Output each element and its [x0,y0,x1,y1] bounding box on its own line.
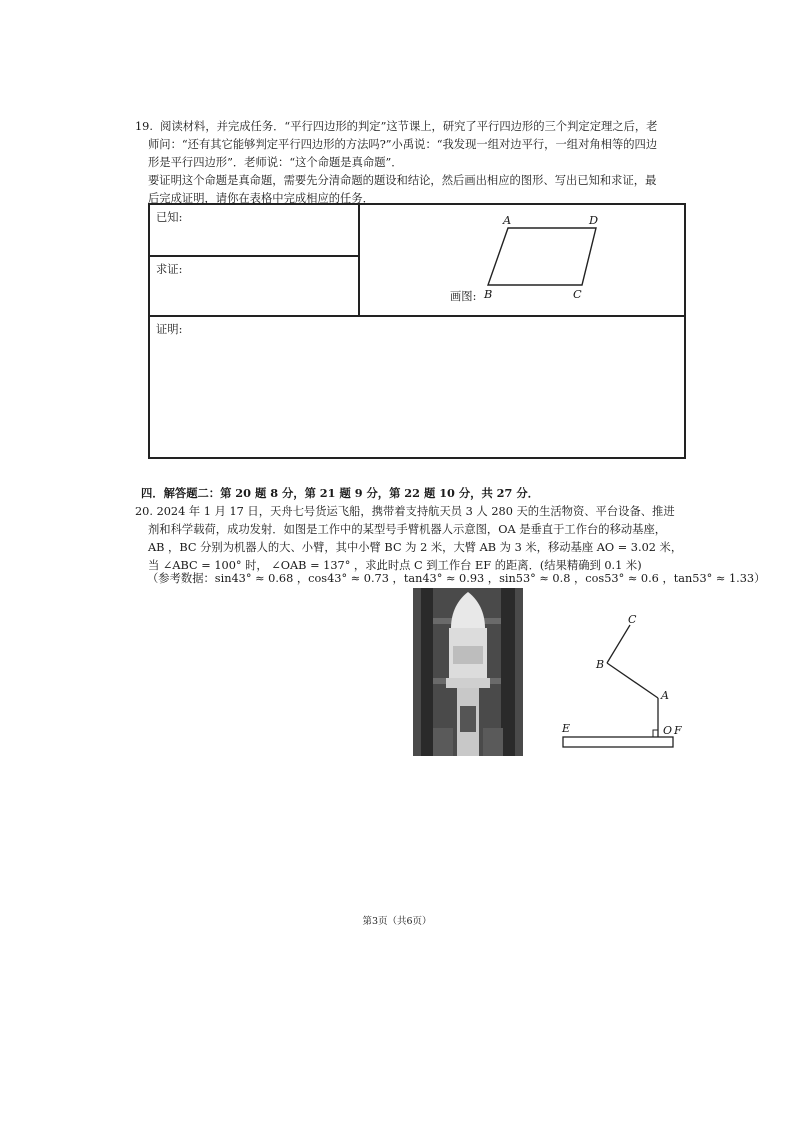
point-e-label: E [562,722,571,735]
question-20 [135,503,695,575]
point-a-label: A [661,689,669,702]
prove-cell[interactable] [149,256,359,316]
question-text: 阅读材料，并完成任务．“平行四边形的判定”这节课上，研究了平行四边形的三个判定定理之后，老 [160,120,658,133]
question-text: 2024 年 1 月 17 日，天舟七号货运飞船，携带着支持航天员 3 人 280 天的生活物资、平台设备、推进 [156,505,675,518]
known-label: 已知: [156,211,183,224]
point-b-label: B [484,288,493,301]
question-number: 20. [135,505,153,518]
right-angle-mark [653,730,658,737]
question-number: 19. [135,120,153,133]
prove-label: 求证: [156,263,183,276]
point-f-label: F [674,724,682,737]
proof-label: 证明: [156,323,183,336]
point-d-label: D [589,214,599,227]
rocket-illustration [413,588,523,756]
question-text: 后完成证明，请你在表格中完成相应的任务． [148,192,374,205]
question-text: 要证明这个命题是真命题，需要先分清命题的题设和结论，然后画出相应的图形、写出已知和求证，最 [148,174,657,187]
point-b-label: B [596,658,605,671]
question-text: 剂和科学载荷，成功发射．如图是工作中的某型号手臂机器人示意图，OA 是垂直于工作台的移动基座， [148,523,667,536]
question-text: 形是平行四边形”．老师说：“这个命题是真命题”． [148,156,403,169]
question-text: AB ，BC 分别为机器人的大、小臂，其中小臂 BC 为 2 米，大臂 AB 为 3 米，移动基座 AO = 3.02 米， [148,541,683,554]
upper-arm-ab [607,663,658,698]
point-o-label: O [663,724,673,737]
question-19 [135,118,695,208]
robot-arm-diagram [555,600,695,755]
point-c-label: C [573,288,582,301]
section-heading: 四．解答题二：第 20 题 8 分，第 21 题 9 分，第 22 题 10 分，共 27 分． [141,486,539,500]
figure-label: 画图: [450,290,477,303]
figure-cell [359,204,685,316]
forearm-bc [607,625,630,663]
rocket-photo [413,588,523,756]
reference-data: （参考数据：sin43° ≈ 0.68 ，cos43° ≈ 0.73 ，tan43° ≈ 0.93 ，sin53° ≈ 0.8 ，cos53° ≈ 0.6 ，tan53° ≈ 1.33） [147,572,766,585]
page-footer: 第3页（共6页） [362,916,432,927]
worktable-ef [563,737,673,747]
point-c-label: C [628,613,637,626]
parallelogram-abcd [488,228,596,285]
point-a-label: A [503,214,512,227]
parallelogram-figure [360,205,686,317]
question-text: 当 ∠ABC = 100° 时， ∠OAB = 137° ，求此时点 C 到工作台 EF 的距离．(结果精确到 0.1 米) [148,559,642,572]
answer-table [148,203,686,459]
known-cell[interactable] [149,204,359,256]
question-text: 师问：“还有其它能够判定平行四边形的方法吗?”小禹说：“我发现一组对边平行，一组对角相等的四边 [148,138,658,151]
proof-cell[interactable] [149,316,685,458]
